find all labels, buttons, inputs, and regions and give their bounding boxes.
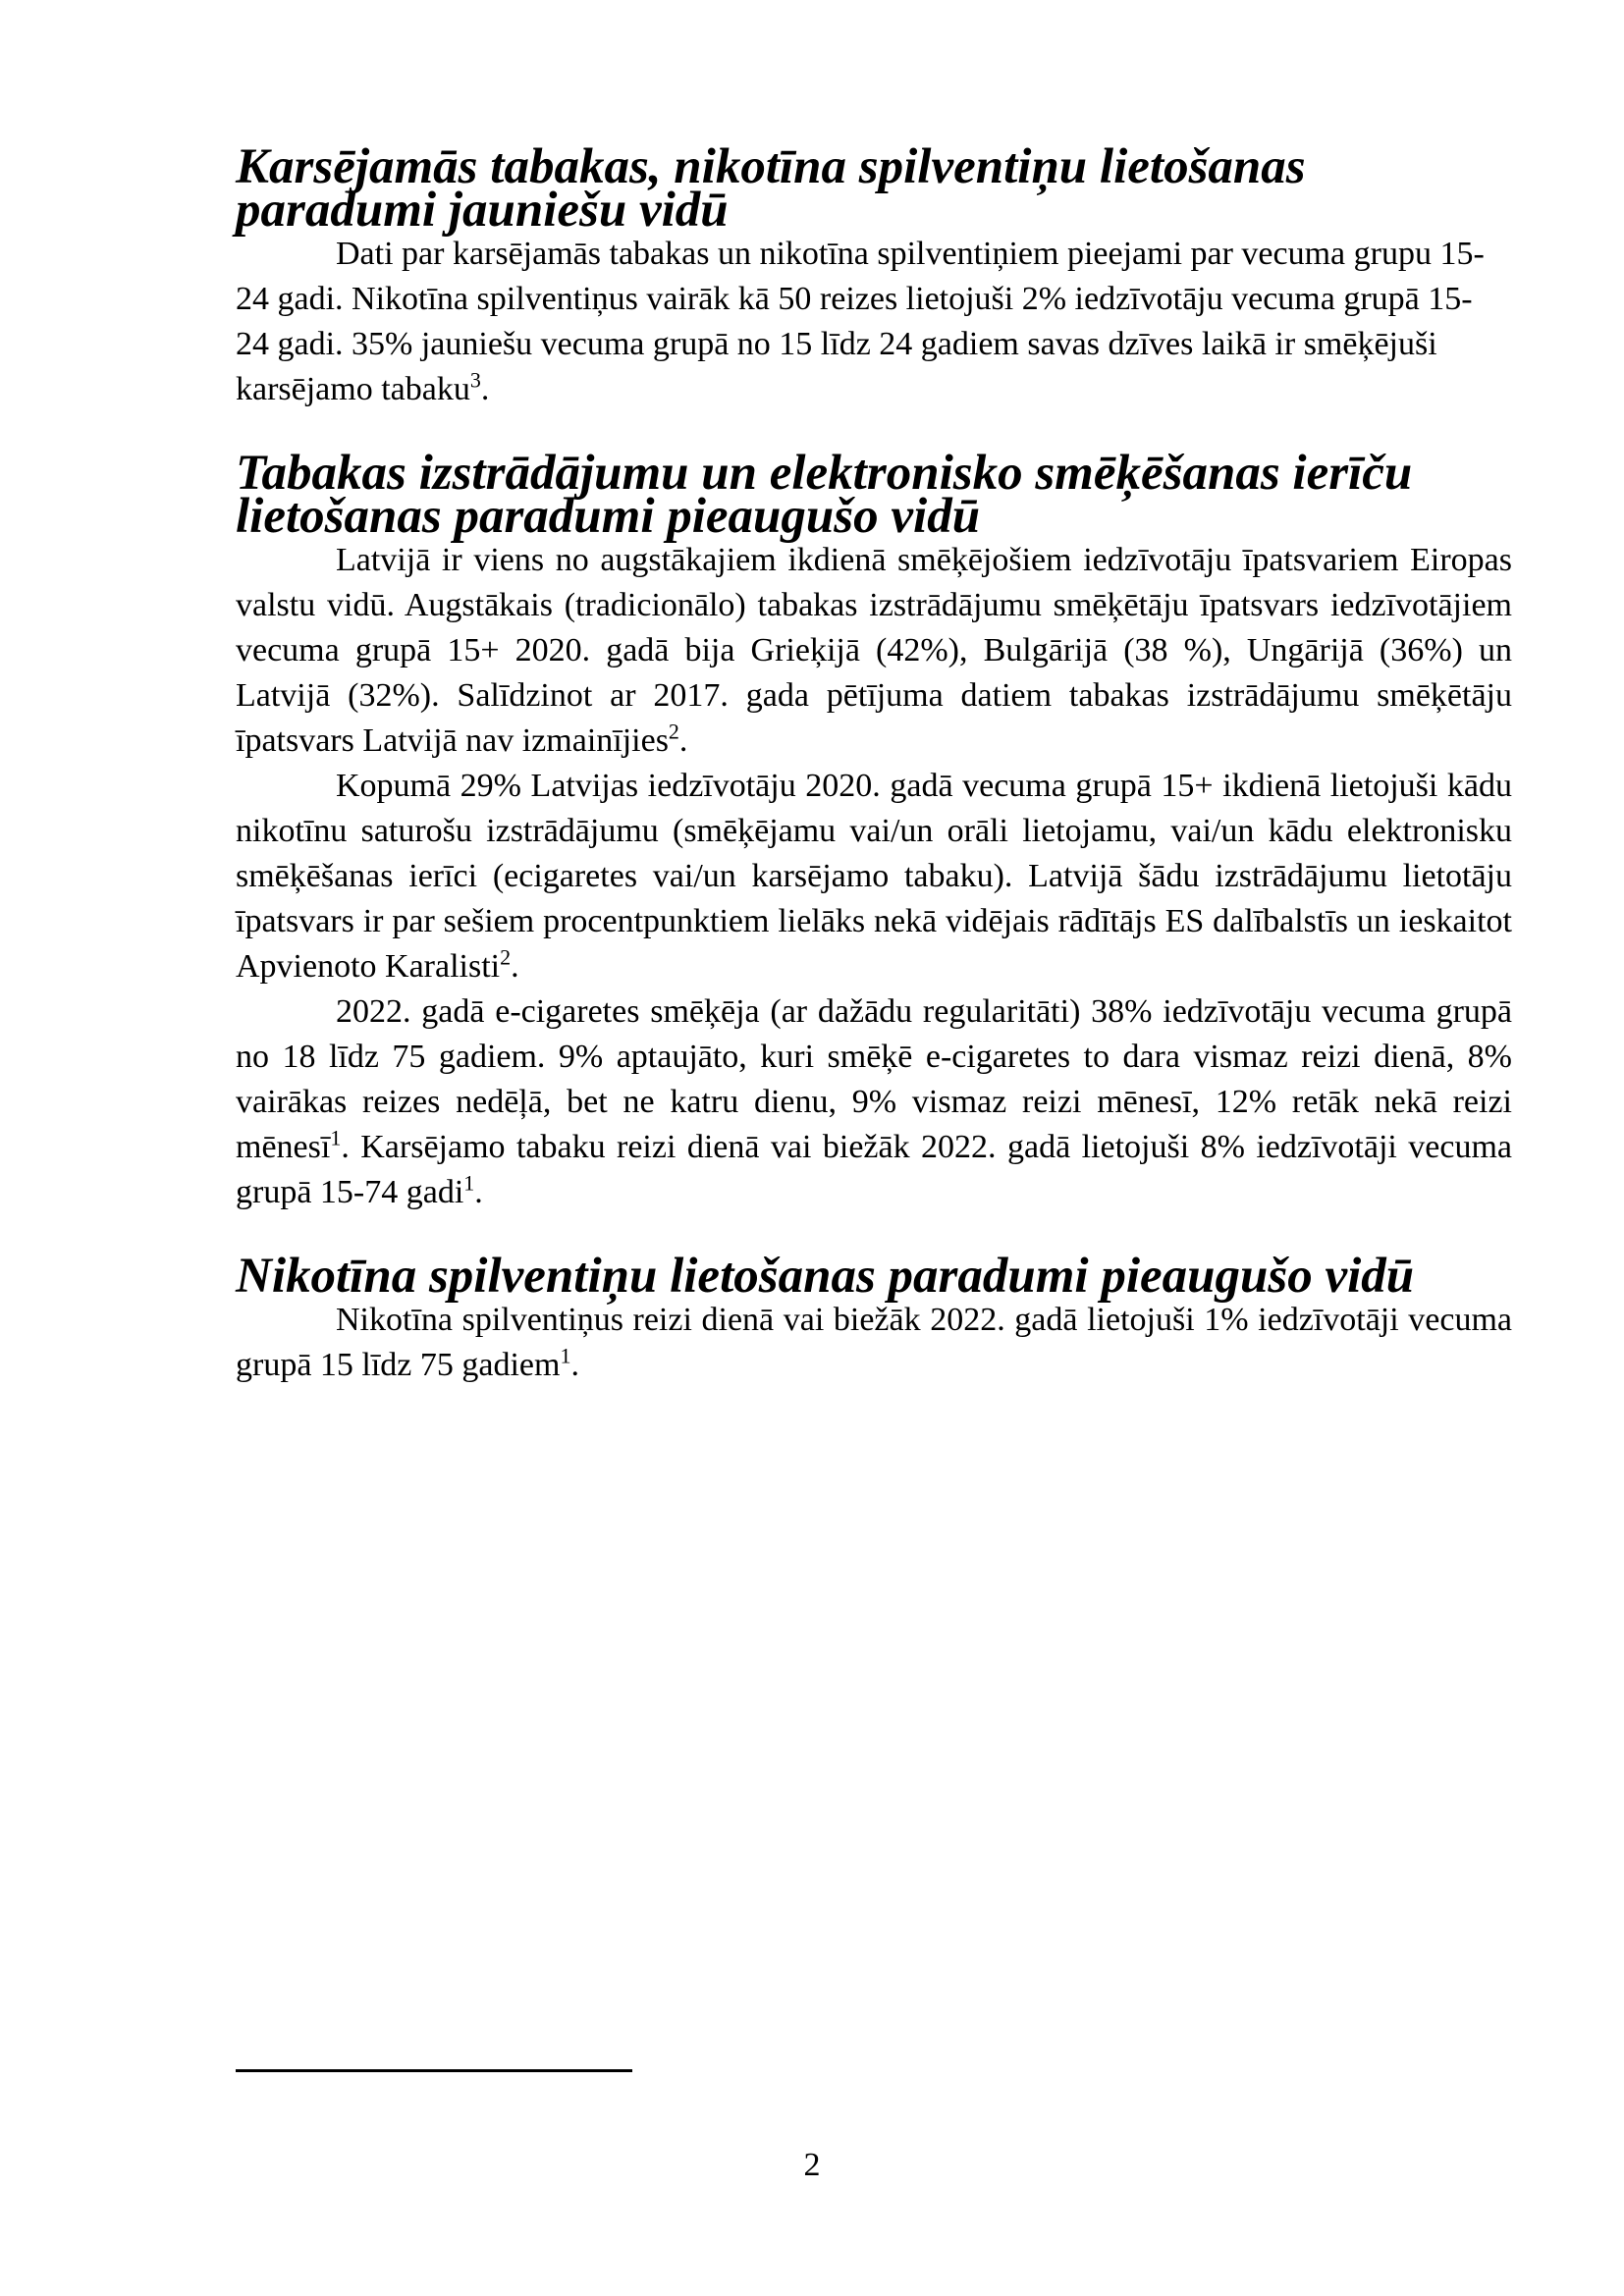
section-heading: Tabakas izstrādājumu un elektronisko smēķēšanas ierīču lietošanas paradumi pieaugušo vidū xyxy=(236,446,1413,544)
paragraph xyxy=(236,538,1512,764)
section-adult-nicotine-pouches xyxy=(236,1249,1512,1388)
paragraph-end: . xyxy=(678,722,688,759)
paragraph-text-continued: . Karsējamo tabaku reizi dienā vai biežāk 2022. gadā lietojuši 8% iedzīvotāji vecuma grupā 15-74 gadi xyxy=(236,1129,1512,1210)
paragraph-end: . xyxy=(480,371,490,407)
paragraph-end: . xyxy=(511,948,519,985)
paragraph xyxy=(236,232,1512,412)
footnote-reference: 1 xyxy=(463,1170,475,1196)
paragraph-end: . xyxy=(474,1174,483,1210)
section-heading: Karsējamās tabakas, nikotīna spilventiņu lietošanas paradumi jauniešu vidū xyxy=(236,139,1306,238)
footnote-reference: 1 xyxy=(330,1125,342,1150)
section-youth-heated-tobacco xyxy=(236,139,1512,412)
section-adult-tobacco-ecig xyxy=(236,446,1512,1215)
paragraph-text: Kopumā 29% Latvijas iedzīvotāju 2020. gadā vecuma grupā 15+ ikdienā lietojuši kādu nikotīnu saturošu izstrādājumu (smēķējamu vai/un orāli lietojamu, vai/un kādu elektronisku smēķēšanas ierīci (ecigaretes vai/un karsējamo tabaku). Latvijā šādu izstrādājumu lietotāju īpatsvars ir par sešiem procentpunktiem lielāks nekā vidējais rādītājs ES dalībalstīs un ieskaitot Apvienoto Karalisti xyxy=(236,768,1512,985)
paragraph-text: 2022. gadā e-cigaretes smēķēja (ar dažādu regularitāti) 38% iedzīvotāju vecuma grupā no 18 līdz 75 gadiem. 9% aptaujāto, kuri smēķē e-cigaretes to dara vismaz reizi dienā, 8% vairākas reizes nedēļā, bet ne katru dienu, 9% vismaz reizi mēnesī, 12% retāk nekā reizi mēnesī xyxy=(236,993,1512,1165)
document-body xyxy=(236,139,1512,1388)
footnote-reference: 2 xyxy=(668,719,679,744)
footnote-reference: 1 xyxy=(560,1343,571,1368)
footnote-separator xyxy=(236,2069,632,2072)
paragraph-end: . xyxy=(570,1347,579,1383)
footnote-reference: 3 xyxy=(469,367,481,393)
paragraph xyxy=(236,989,1512,1215)
footnote-reference: 2 xyxy=(500,944,512,970)
paragraph-text: Nikotīna spilventiņus reizi dienā vai biežāk 2022. gadā lietojuši 1% iedzīvotāji vecuma grupā 15 līdz 75 gadiem xyxy=(236,1302,1512,1383)
section-heading: Nikotīna spilventiņu lietošanas paradumi pieaugušo vidū xyxy=(236,1249,1415,1304)
paragraph-text: Dati par karsējamās tabakas un nikotīna spilventiņiem pieejami par vecuma grupu 15-24 gadi. Nikotīna spilventiņus vairāk kā 50 reizes lietojuši 2% iedzīvotāju vecuma grupā 15- 24 gadi. 35% jauniešu vecuma grupā no 15 līdz 24 gadiem savas dzīves laikā ir smēķējuši karsējamo tabaku xyxy=(236,236,1485,407)
page-number: 2 xyxy=(803,2147,821,2183)
paragraph-text: Latvijā ir viens no augstākajiem ikdienā smēķējošiem iedzīvotāju īpatsvariem Eiropas valstu vidū. Augstākais (tradicionālo) tabakas izstrādājumu smēķētāju īpatsvars iedzīvotājiem vecuma grupā 15+ 2020. gadā bija Grieķijā (42%), Bulgārijā (38 %), Ungārijā (36%) un Latvijā (32%). Salīdzinot ar 2017. gada pētījuma datiem tabakas izstrādājumu smēķētāju īpatsvars Latvijā nav izmainījies xyxy=(236,542,1512,759)
paragraph xyxy=(236,1298,1512,1388)
paragraph xyxy=(236,764,1512,989)
